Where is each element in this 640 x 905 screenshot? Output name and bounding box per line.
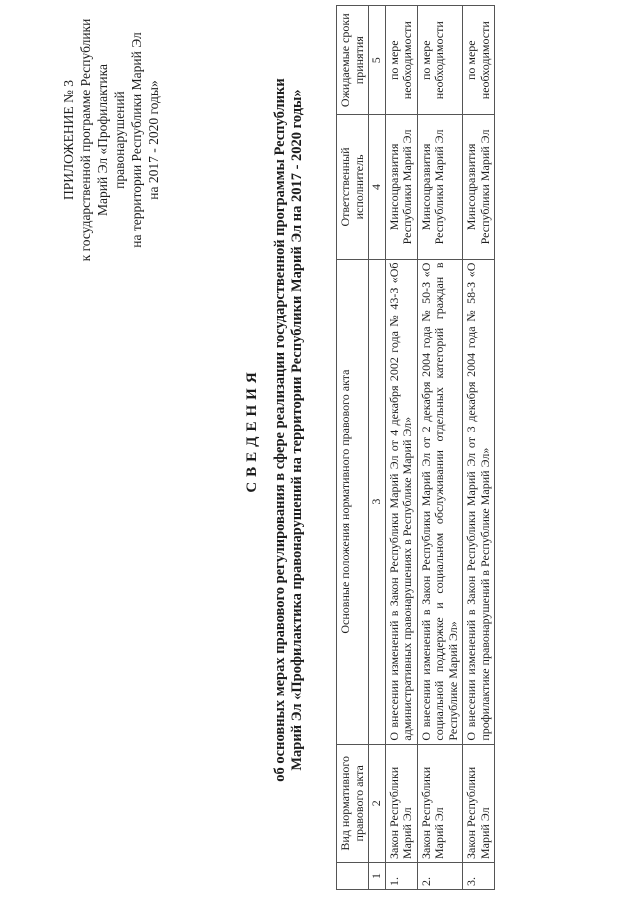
table-row — [463, 6, 495, 890]
header-cell-number — [337, 862, 369, 889]
column-number: 5 — [369, 6, 386, 115]
row-executor: Минсоцразвития Республики Марий Эл — [385, 115, 417, 259]
table-row — [417, 6, 463, 890]
column-number-row — [369, 6, 386, 890]
document-title: СВЕДЕНИЯ — [244, 367, 260, 493]
column-number: 3 — [369, 259, 386, 744]
row-number: 1. — [385, 862, 417, 889]
row-type: Закон Республики Марий Эл — [385, 744, 417, 862]
appendix-line: на 2017 - 2020 годы» — [146, 80, 161, 200]
table-header-row — [337, 6, 369, 890]
row-executor: Минсоцразвития Республики Марий Эл — [417, 115, 463, 259]
header-cell-deadline: Ожидаемые сроки принятия — [337, 6, 369, 115]
document-subtitle — [272, 25, 306, 835]
column-number: 1 — [369, 862, 386, 889]
row-deadline: по мере необходимости — [385, 6, 417, 115]
table-row — [385, 6, 417, 890]
row-type: Закон Республики Марий Эл — [463, 744, 495, 862]
row-executor: Минсоцразвития Республики Марий Эл — [463, 115, 495, 259]
appendix-line: Марий Эл «Профилактика правонарушений — [95, 64, 127, 216]
row-type: Закон Республики Марий Эл — [417, 744, 463, 862]
column-number: 2 — [369, 744, 386, 862]
row-number: 3. — [463, 862, 495, 889]
row-deadline: по мере необходимости — [417, 6, 463, 115]
header-cell-type: Вид нормативного правового акта — [337, 744, 369, 862]
appendix-line: на территории Республики Марий Эл — [129, 32, 144, 248]
row-deadline: по мере необходимости — [463, 6, 495, 115]
appendix-line: к государственной программе Республики — [78, 18, 93, 262]
header-cell-executor: Ответственный исполнитель — [337, 115, 369, 259]
appendix-line: ПРИЛОЖЕНИЕ № 3 — [61, 79, 76, 201]
row-number: 2. — [417, 862, 463, 889]
row-content: О внесении изменений в Закон Республики Марий Эл от 3 декабря 2004 года № 58-З «О профилактике правонарушений в Республике Марий Эл» — [463, 259, 495, 744]
subtitle-line: об основных мерах правового регулирования в сфере реализации государственной программы Республики — [272, 78, 288, 782]
column-number: 4 — [369, 115, 386, 259]
appendix-block — [60, 15, 162, 265]
header-cell-content: Основные положения нормативного правового акта — [337, 259, 369, 744]
measures-table — [336, 5, 495, 890]
row-content: О внесении изменений в Закон Республики Марий Эл от 2 декабря 2004 года № 50-З «О социальной поддержке и социальном обслуживании отдельных категорий граждан в Республике Марий Эл» — [417, 259, 463, 744]
subtitle-line: Марий Эл «Профилактика правонарушений на территории Республики Марий Эл на 2017 - 2020 годы» — [289, 89, 305, 771]
row-content: О внесении изменений в Закон Республики Марий Эл от 4 декабря 2002 года № 43-З «Об административных правонарушениях в Республике Марий Эл» — [385, 259, 417, 744]
